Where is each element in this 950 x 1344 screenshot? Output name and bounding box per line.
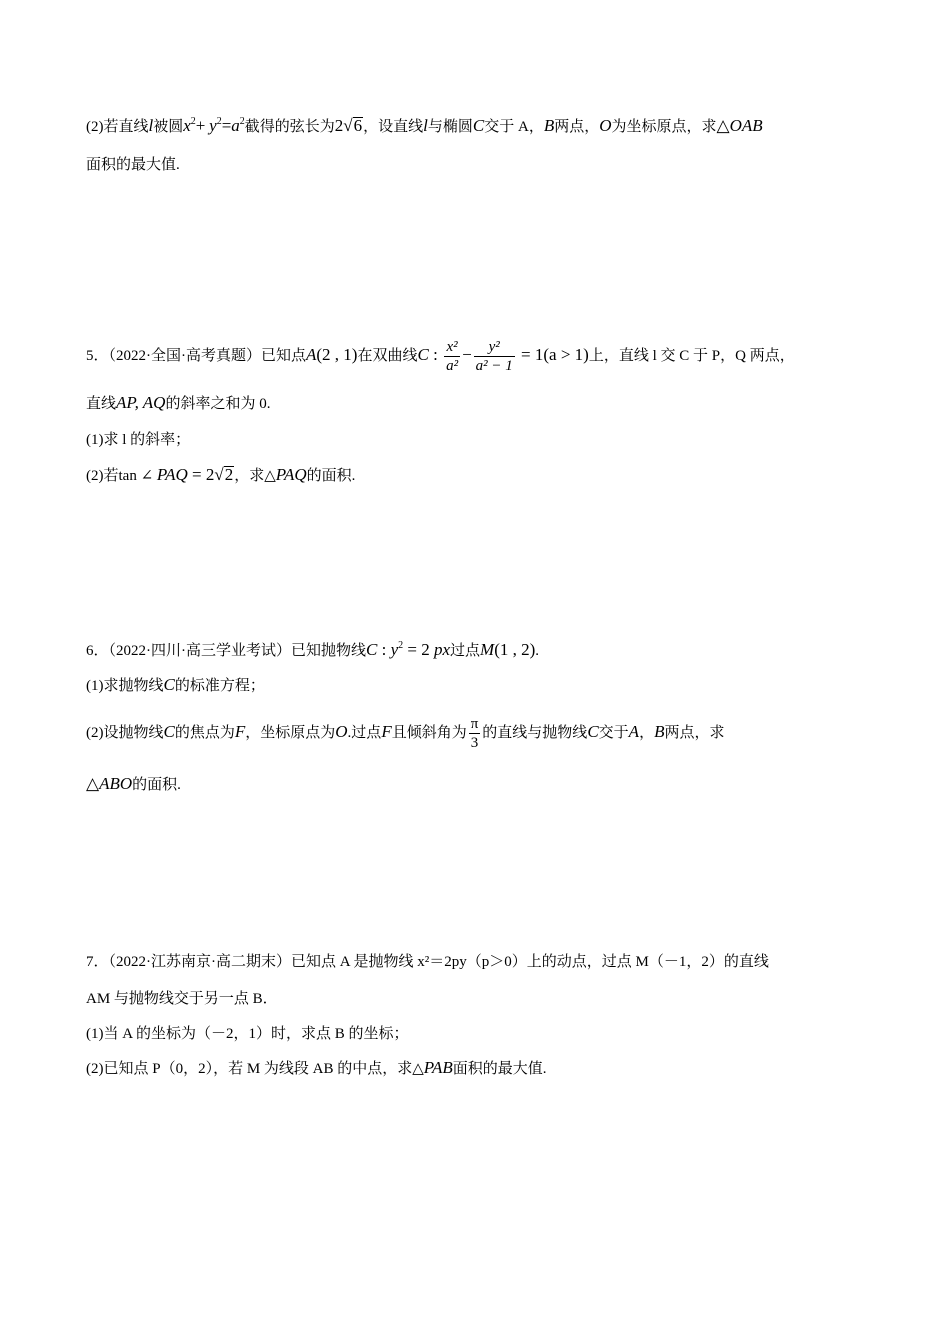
text: . bbox=[535, 643, 540, 659]
sqrt-sign: √ bbox=[343, 116, 353, 135]
math-var: O bbox=[335, 722, 348, 741]
text: 为坐标原点，求 bbox=[611, 119, 717, 135]
q6-part2 bbox=[86, 712, 724, 753]
text: .过点 bbox=[347, 725, 382, 741]
q5-line2 bbox=[86, 392, 270, 415]
math-var: C bbox=[472, 116, 485, 135]
text: (2)已知点 P（0，2），若 M 为线段 AB 的中点，求△ bbox=[86, 1061, 424, 1077]
math-var: y bbox=[209, 116, 217, 135]
math-coords: (2 , 1) bbox=[316, 345, 358, 364]
radicand: 2 bbox=[224, 465, 234, 484]
exponent: 2 bbox=[190, 116, 196, 127]
text: 面积的最大值. bbox=[452, 1061, 547, 1077]
math-coords: (1 , 2) bbox=[494, 640, 536, 659]
math-var: PAQ bbox=[156, 465, 188, 484]
math-var: C bbox=[366, 640, 378, 659]
fraction bbox=[444, 338, 460, 375]
text: 上，直线 l 交 C 于 P，Q 两点， bbox=[588, 348, 795, 364]
text: 的直线与抛物线 bbox=[482, 725, 588, 741]
q7-line2: AM 与抛物线交于另一点 B． bbox=[86, 991, 278, 1007]
math-var: px bbox=[433, 640, 451, 659]
text: 在双曲线 bbox=[357, 348, 418, 364]
text: 被圆 bbox=[153, 119, 184, 135]
math-op: = 2 bbox=[403, 640, 434, 659]
math-var: y bbox=[390, 640, 399, 659]
q6-part2-line2 bbox=[86, 773, 181, 796]
math-op: = 1 bbox=[516, 345, 544, 364]
math-var: x bbox=[183, 116, 191, 135]
math-var: A bbox=[628, 722, 640, 741]
text: ，设直线 bbox=[363, 119, 424, 135]
exponent: 2 bbox=[239, 116, 245, 127]
math-var: F bbox=[381, 722, 392, 741]
math-var: B bbox=[654, 722, 665, 741]
math-op: − bbox=[462, 345, 472, 364]
text: 两点，求 bbox=[664, 725, 725, 741]
denominator: a² bbox=[446, 358, 459, 375]
q7-part2 bbox=[86, 1057, 547, 1080]
math-var: O bbox=[599, 116, 612, 135]
question-prefix: 6．（2022·四川·高三学业考试）已知抛物线 bbox=[86, 643, 366, 659]
q6-part1 bbox=[86, 674, 265, 697]
text: 过点 bbox=[450, 643, 481, 659]
math-var: B bbox=[543, 116, 555, 135]
q7-line1: 7．（2022·江苏南京·高二期末）已知点 A 是抛物线 x²＝2py（p＞0）上的动点，过点 M（－1，2）的直线 bbox=[86, 954, 769, 970]
text: (2)若直线 bbox=[86, 119, 149, 135]
numerator: x² bbox=[444, 338, 460, 357]
math-var: OAB bbox=[729, 116, 763, 135]
fraction bbox=[469, 715, 481, 752]
text: 交于 A， bbox=[484, 119, 544, 135]
text: ，坐标原点为 bbox=[245, 725, 336, 741]
math-var: C bbox=[587, 722, 599, 741]
math-var: l bbox=[148, 116, 154, 135]
math-var: PAB bbox=[423, 1058, 453, 1077]
numerator: y² bbox=[474, 338, 515, 357]
math-op: = bbox=[221, 116, 232, 135]
text: ，求△ bbox=[234, 468, 276, 484]
math-var: F bbox=[234, 722, 246, 741]
q6-line1 bbox=[86, 639, 539, 662]
text: (2)设抛物线 bbox=[86, 725, 164, 741]
exponent: 2 bbox=[216, 116, 222, 127]
numerator: π bbox=[470, 716, 479, 733]
text: 截得的弦长为 bbox=[244, 119, 335, 135]
math-var: M bbox=[480, 640, 495, 659]
math-op: : bbox=[377, 640, 391, 659]
triangle-symbol: △ bbox=[86, 774, 100, 793]
text: 的斜率之和为 0. bbox=[165, 396, 271, 412]
text: (2)若 bbox=[86, 468, 119, 484]
math-op: + bbox=[195, 116, 206, 135]
tan-label: tan ∠ bbox=[118, 468, 157, 484]
math-num: 2 bbox=[334, 116, 344, 135]
math-var: PAQ bbox=[275, 465, 307, 484]
text: ， bbox=[639, 725, 655, 741]
math-var: AP, AQ bbox=[116, 393, 166, 412]
math-var: A bbox=[306, 345, 317, 364]
sqrt-sign: √ bbox=[214, 465, 224, 484]
q5-line1 bbox=[86, 337, 795, 375]
text: 的面积. bbox=[132, 777, 181, 793]
text: (1)求抛物线 bbox=[86, 678, 164, 694]
text: 的焦点为 bbox=[174, 725, 235, 741]
exponent: 2 bbox=[398, 640, 404, 651]
text: 交于 bbox=[598, 725, 629, 741]
text: 直线 bbox=[86, 396, 117, 412]
text: 的标准方程； bbox=[174, 678, 265, 694]
q5-part2 bbox=[86, 464, 355, 487]
math-op: = 2 bbox=[187, 465, 215, 484]
math-condition: (a > 1) bbox=[543, 345, 589, 364]
text: 与椭圆 bbox=[427, 119, 473, 135]
denominator: a² − 1 bbox=[475, 358, 513, 375]
q7-part1: (1)当 A 的坐标为（－2，1）时，求点 B 的坐标； bbox=[86, 1026, 409, 1042]
math-var: C bbox=[163, 722, 175, 741]
math-var: l bbox=[423, 116, 428, 135]
q4-part2-line2: 面积的最大值. bbox=[86, 157, 180, 173]
math-var: a bbox=[231, 116, 240, 135]
q5-part1: (1)求 l 的斜率； bbox=[86, 432, 191, 448]
triangle-symbol: △ bbox=[716, 116, 730, 135]
math-op: : bbox=[428, 345, 443, 364]
question-prefix: 5．（2022·全国·高考真题）已知点 bbox=[86, 348, 306, 364]
q4-part2-line1 bbox=[86, 115, 763, 138]
math-var: ABO bbox=[99, 774, 133, 793]
text: 且倾斜角为 bbox=[391, 725, 467, 741]
denominator: 3 bbox=[470, 735, 479, 752]
text: 两点， bbox=[554, 119, 600, 135]
math-var: C bbox=[417, 345, 429, 364]
text: 的面积. bbox=[306, 468, 356, 484]
fraction bbox=[474, 338, 515, 375]
radicand: 6 bbox=[353, 116, 363, 135]
math-var: C bbox=[163, 675, 175, 694]
